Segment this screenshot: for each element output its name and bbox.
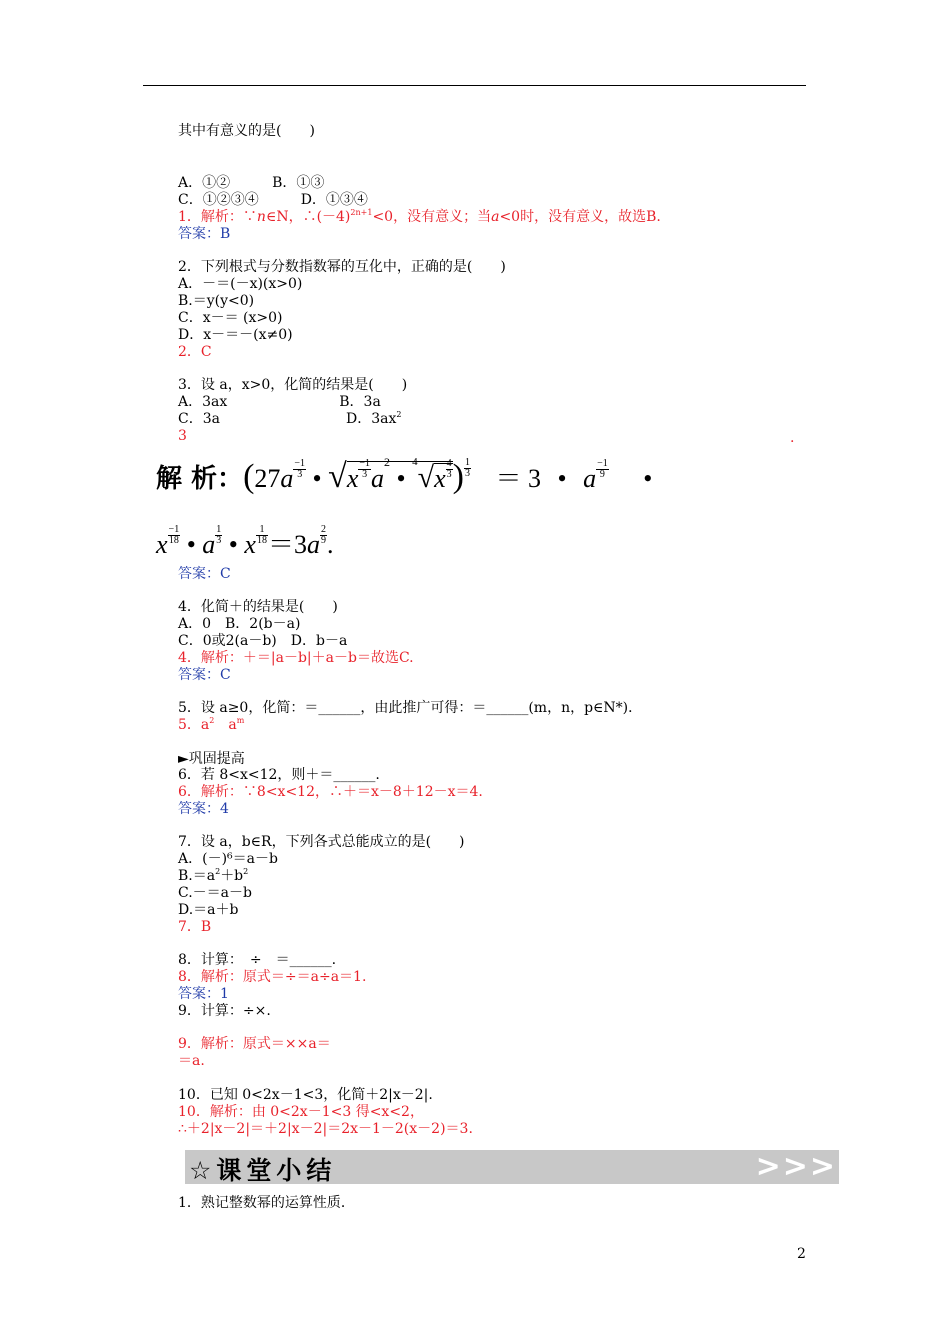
- answer-line: 答案：1: [178, 986, 229, 1002]
- red-dot: .: [790, 430, 795, 446]
- answer-line: 答案：B: [178, 226, 231, 242]
- text-line: 其中有意义的是( ): [178, 123, 315, 139]
- option-line: D．x－＝－(x≠0): [178, 327, 293, 343]
- question-line: 3．设 a，x>0，化简的结果是( ): [178, 377, 408, 393]
- solution-line: ∴＋2|x－2|＝＋2|x－2|＝2x－1－2(x－2)＝3.: [178, 1121, 473, 1137]
- solution-line: 6．解析：∵8<x<12，∴＋＝x－8＋12－x＝4.: [178, 784, 483, 800]
- option-line: A．3ax B．3a: [178, 394, 381, 410]
- section-heading: ►巩固提高: [178, 751, 245, 767]
- option-line: C．①②③④ D．①③④: [178, 192, 368, 208]
- solution-line: 2．C: [178, 344, 212, 360]
- solution-line: 1．解析：∵n∈N，$\therefore(-4)^{2n+1}<0$，没有意义；当a<0时，没有意义，故选B.: [178, 208, 661, 225]
- option-line: C．x－＝ (x>0): [178, 310, 283, 326]
- question-line: 7．设 a，b∈R，下列各式总能成立的是( ): [178, 834, 465, 850]
- question-line: 4．化简＋的结果是( ): [178, 599, 338, 615]
- answer-line: 答案：C: [178, 566, 231, 582]
- formula-line-2: x $\frac{-1}{18}$ • a $\frac{1}{3}$ • x $\frac{1}{18}$ ＝3a $\frac{2}{9}$ .: [156, 524, 334, 559]
- page-number: 2: [797, 1246, 806, 1262]
- question-line: 2．下列根式与分数指数幂的互化中，正确的是( ): [178, 259, 506, 275]
- formula-line-1: 解 析：(27a $\frac{-1}{3}$ • √x $\frac{-1}{3}$ $a^2$ • $^4$√x $\frac{4}{3}$ ) $\frac{1}{3}$ ＝ 3 • a $\frac{-1}{9}$ •: [156, 455, 653, 495]
- solution-line: 7．B: [178, 919, 212, 935]
- question-line: 10．已知 0<2x－1<3，化简＋2|x－2|.: [178, 1087, 433, 1103]
- option-line: B.＝y(y<0): [178, 293, 255, 309]
- option-line: A．①② B．①③: [178, 175, 325, 191]
- banner-arrows: >>>: [755, 1149, 837, 1184]
- question-line: 6．若 8<x<12，则＋＝______.: [178, 767, 380, 783]
- solution-line: 8．解析：原式＝÷＝a÷a＝1.: [178, 969, 367, 985]
- option-line: D.＝a＋b: [178, 902, 239, 918]
- banner-title: ☆课堂小结: [189, 1156, 337, 1185]
- solution-line: 9．解析：原式＝××a＝: [178, 1036, 331, 1052]
- solution-line: 4．解析：＋＝|a－b|＋a－b＝故选C.: [178, 650, 414, 666]
- question-line: 9．计算：÷×.: [178, 1003, 271, 1019]
- option-line: $B.=a^2+b^2$: [178, 867, 249, 884]
- option-line: A．－＝(－x)(x>0): [178, 276, 303, 292]
- answer-line: 答案：4: [178, 801, 229, 817]
- solution-line: 10．解析：由 0<2x－1<3 得<x<2，: [178, 1104, 424, 1120]
- summary-banner: [185, 1150, 839, 1184]
- solution-line: ＝a.: [178, 1053, 205, 1069]
- option-line: A．(－)⁶＝a－b: [178, 851, 278, 867]
- solution-line: 5．$a^2$ $a^m$: [178, 716, 245, 733]
- summary-line: 1．熟记整数幂的运算性质．: [178, 1195, 355, 1211]
- option-line: C．3a D．$3ax^2$: [178, 410, 402, 427]
- question-line: 8．计算： ÷ ＝______.: [178, 952, 337, 968]
- option-line: C．0或2(a－b) D．b－a: [178, 633, 348, 649]
- option-line: A．0 B．2(b－a): [178, 616, 301, 632]
- option-line: C.－＝a－b: [178, 885, 252, 901]
- question-line: 5．设 a≥0，化简：＝______，由此推广可得：＝______(m，n，p∈N*)．: [178, 700, 643, 716]
- solution-line: 3: [178, 428, 187, 444]
- header-rule: [143, 85, 806, 86]
- answer-line: 答案：C: [178, 667, 231, 683]
